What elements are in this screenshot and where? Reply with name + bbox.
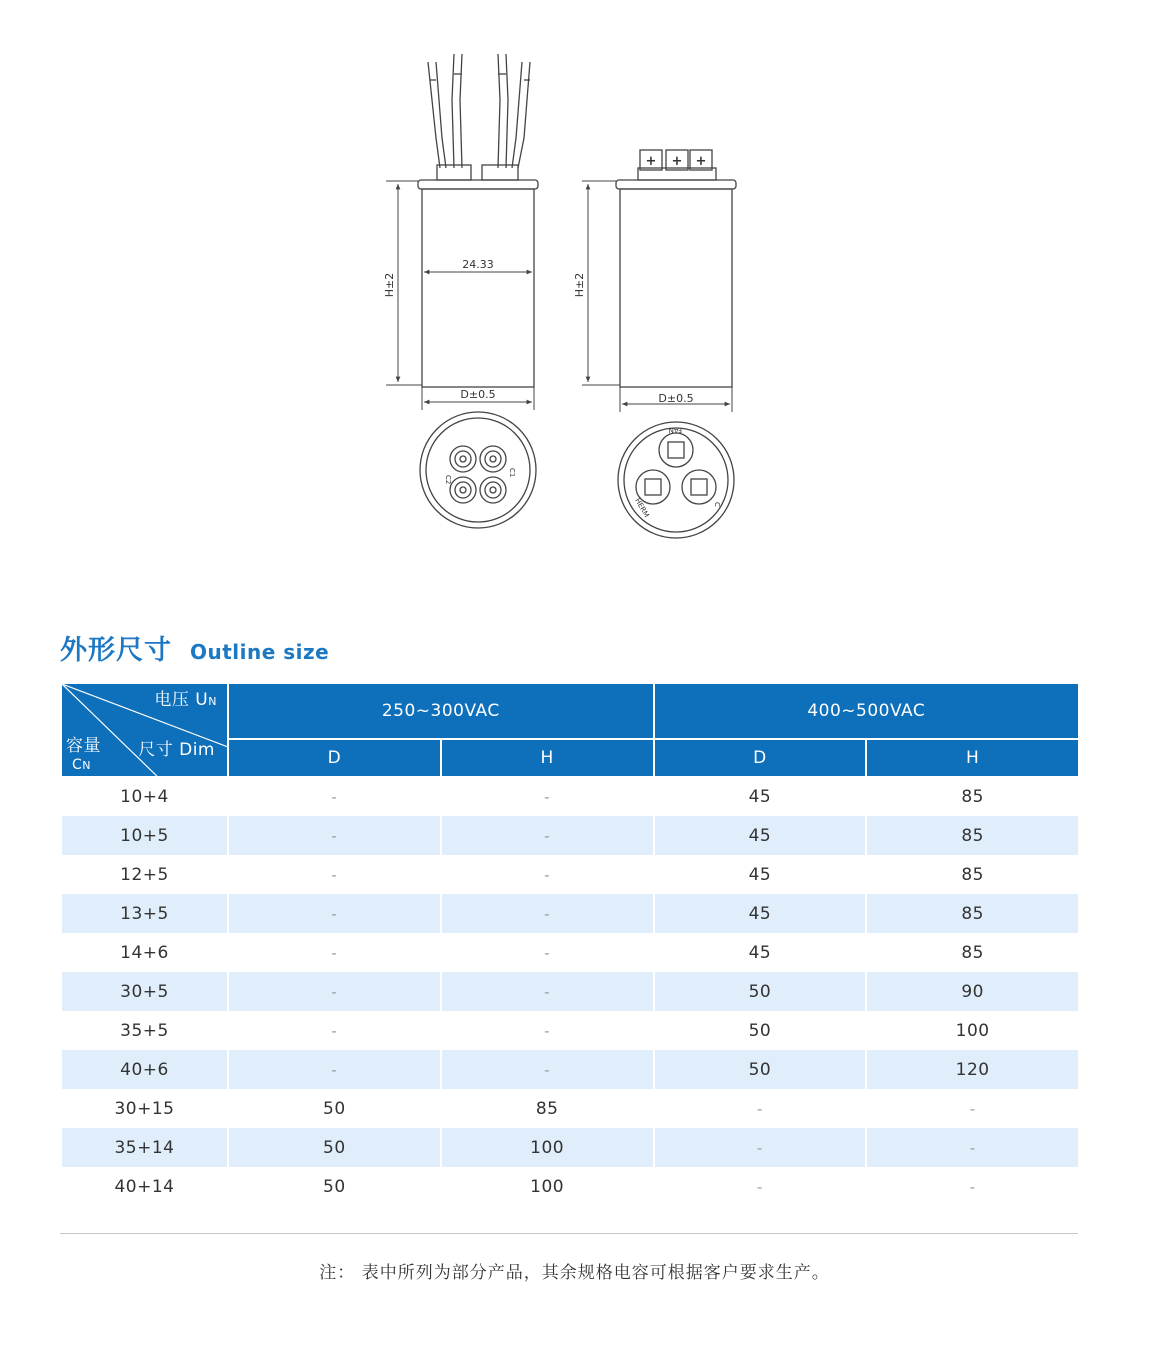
dimension-cell: 50 — [228, 1167, 441, 1206]
dimension-cell: - — [228, 816, 441, 855]
dimension-cell: 85 — [866, 816, 1079, 855]
bottom-label-c2: C2 — [444, 475, 452, 485]
height-dimension-label-right: H±2 — [573, 272, 586, 298]
voltage-group-header-2: 400~500VAC — [654, 683, 1080, 739]
capacity-cell: 10+4 — [61, 777, 228, 816]
corner-capacity-label: 容量 — [66, 736, 101, 756]
table-row — [61, 816, 1079, 855]
dimension-cell: 45 — [654, 933, 867, 972]
table-body — [61, 777, 1079, 1206]
dimension-cell: 50 — [228, 1089, 441, 1128]
dimension-cell: 45 — [654, 777, 867, 816]
dimension-cell: 85 — [866, 894, 1079, 933]
table-row — [61, 894, 1079, 933]
corner-voltage-label: 电压 UN — [154, 690, 217, 710]
capacity-cell: 40+14 — [61, 1167, 228, 1206]
dimension-cell: 45 — [654, 894, 867, 933]
dimension-cell: - — [866, 1089, 1079, 1128]
dimension-cell: 50 — [654, 972, 867, 1011]
left-capacitor-wires — [428, 54, 530, 168]
capacity-cell: 12+5 — [61, 855, 228, 894]
dimension-cell: - — [654, 1128, 867, 1167]
dimension-cell: 85 — [866, 933, 1079, 972]
dimension-cell: - — [441, 1011, 654, 1050]
dimension-cell: - — [441, 933, 654, 972]
dimension-cell: - — [228, 894, 441, 933]
dimension-cell: 85 — [866, 777, 1079, 816]
dimension-cell: 50 — [654, 1050, 867, 1089]
dimension-cell: 85 — [441, 1089, 654, 1128]
section-title-cn: 外形尺寸 — [60, 635, 172, 666]
subheader-h-1: H — [441, 739, 654, 777]
section-title-en: Outline size — [190, 640, 330, 664]
table-row — [61, 1167, 1079, 1206]
dimension-cell: - — [654, 1167, 867, 1206]
capacitor-outline-drawing — [370, 40, 810, 550]
subheader-d-2: D — [654, 739, 867, 777]
dimension-cell: - — [441, 894, 654, 933]
table-row — [61, 933, 1079, 972]
dimension-cell: - — [441, 1050, 654, 1089]
terminal-plus-1: + — [645, 154, 657, 169]
table-row — [61, 1050, 1079, 1089]
height-dimension-label-left: H±2 — [383, 272, 396, 298]
bottom-label-c: C — [713, 502, 721, 507]
terminal-plus-2: + — [671, 154, 683, 169]
capacity-cell: 35+5 — [61, 1011, 228, 1050]
table-row — [61, 1089, 1079, 1128]
dimension-cell: - — [228, 972, 441, 1011]
corner-header-cell — [61, 683, 228, 777]
section-heading — [60, 628, 329, 667]
capacity-cell: 40+6 — [61, 1050, 228, 1089]
capacity-cell: 30+5 — [61, 972, 228, 1011]
dimension-cell: - — [441, 816, 654, 855]
dimension-cell: 90 — [866, 972, 1079, 1011]
dimension-cell: - — [866, 1128, 1079, 1167]
divider-line — [60, 1233, 1078, 1234]
capacity-cell: 10+5 — [61, 816, 228, 855]
dimension-cell: 85 — [866, 855, 1079, 894]
dimension-cell: - — [866, 1167, 1079, 1206]
table-row — [61, 855, 1079, 894]
dimension-cell: 100 — [441, 1128, 654, 1167]
capacity-cell: 14+6 — [61, 933, 228, 972]
diameter-dimension-label-right: D±0.5 — [658, 392, 694, 405]
subheader-d-1: D — [228, 739, 441, 777]
voltage-group-header-1: 250~300VAC — [228, 683, 654, 739]
table-row — [61, 1011, 1079, 1050]
dimension-cell: 100 — [866, 1011, 1079, 1050]
footnote: 注： 表中所列为部分产品，其余规格电容可根据客户要求生产。 — [319, 1263, 830, 1283]
dimension-cell: - — [228, 1011, 441, 1050]
capacity-cell: 30+15 — [61, 1089, 228, 1128]
dimension-cell: - — [228, 777, 441, 816]
dimension-cell: - — [654, 1089, 867, 1128]
table-row — [61, 972, 1079, 1011]
dimension-cell: - — [228, 933, 441, 972]
bottom-label-c1: C1 — [508, 468, 516, 478]
dimension-cell: - — [441, 855, 654, 894]
dimension-cell: 50 — [228, 1128, 441, 1167]
corner-capacity-symbol: CN — [72, 757, 92, 773]
dimension-cell: 45 — [654, 855, 867, 894]
subheader-h-2: H — [866, 739, 1079, 777]
diameter-dimension-label-left: D±0.5 — [460, 388, 496, 401]
width-dimension-label: 24.33 — [462, 258, 494, 271]
table-row — [61, 1128, 1079, 1167]
dimension-cell: 100 — [441, 1167, 654, 1206]
dimension-cell: - — [228, 1050, 441, 1089]
table-row — [61, 777, 1079, 816]
dimension-cell: 45 — [654, 816, 867, 855]
bottom-label-herm: HERM — [633, 497, 651, 519]
dimension-cell: 50 — [654, 1011, 867, 1050]
corner-dim-label: 尺寸 Dim — [138, 740, 215, 760]
capacity-cell: 35+14 — [61, 1128, 228, 1167]
terminal-plus-3: + — [695, 154, 707, 169]
dimension-cell: - — [441, 972, 654, 1011]
dimension-cell: - — [441, 777, 654, 816]
dimension-cell: 120 — [866, 1050, 1079, 1089]
outline-size-table — [60, 682, 1080, 1206]
capacity-cell: 13+5 — [61, 894, 228, 933]
dimension-cell: - — [228, 855, 441, 894]
bottom-label-fan: FAN — [668, 426, 682, 434]
